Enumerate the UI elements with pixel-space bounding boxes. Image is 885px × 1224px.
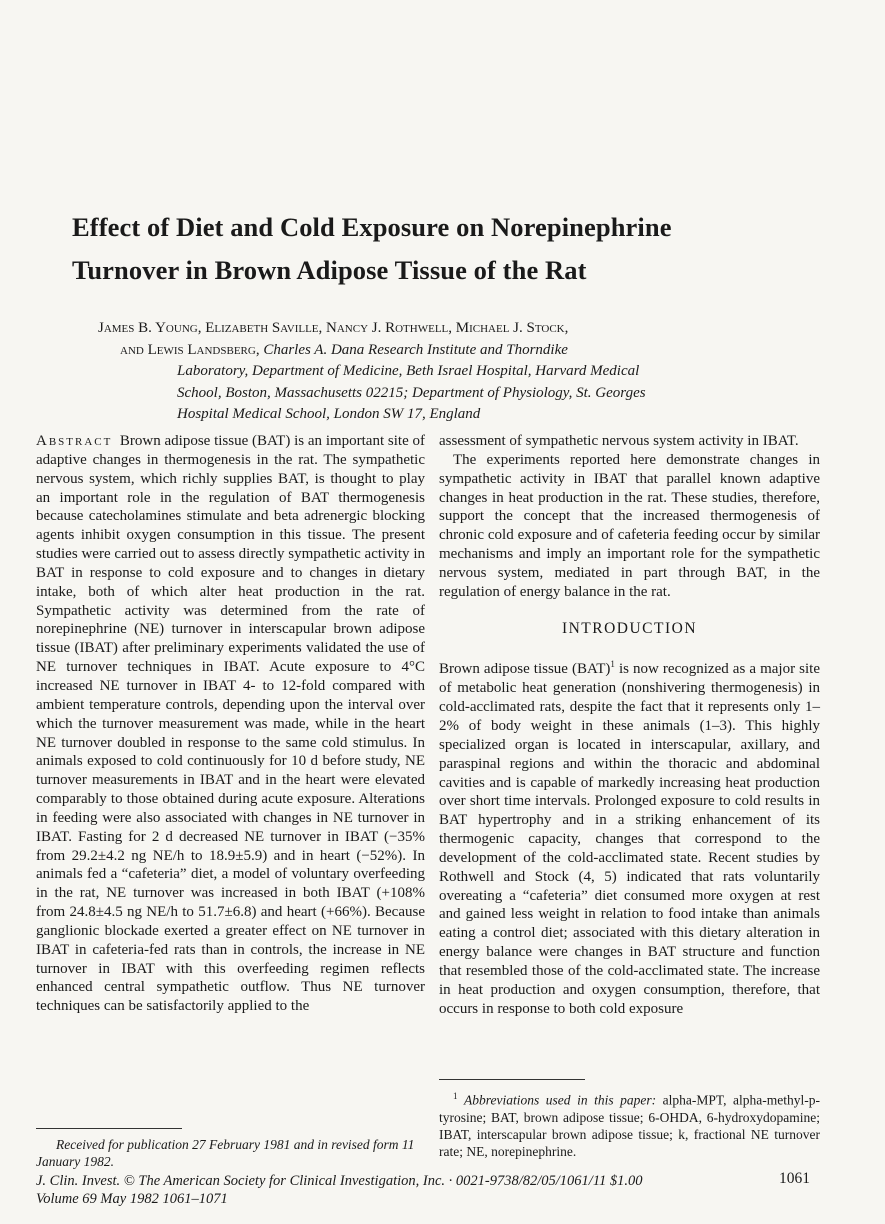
journal-line-2: Volume 69 May 1982 1061–1071 [36, 1191, 228, 1207]
affiliation-line-1: Laboratory, Department of Medicine, Beth Israel Hospital, Harvard Medical [177, 363, 640, 380]
footnote-marker: 1 [453, 1091, 458, 1101]
journal-line-1: J. Clin. Invest. © The American Society for Clinical Investigation, Inc. · 0021-9738/82/05/1061/11 $1.00 [36, 1173, 643, 1189]
abstract-paragraph [36, 432, 425, 1016]
article-title [72, 206, 832, 292]
received-rule [36, 1128, 182, 1129]
author-list: James B. Young, Elizabeth Saville, Nancy J. Rothwell, Michael J. Stock, [98, 320, 569, 336]
footnote-text: alpha-MPT, alpha-methyl-p-tyrosine; BAT, brown adipose tissue; 6-OHDA, 6-hydroxydopamine; IBAT, interscapular brown adipose tissue; k, fractional NE turnover rate; NE, norepinephrine. [439, 1092, 821, 1159]
author-list-last: and Lewis Landsberg, [120, 341, 260, 358]
introduction-paragraph: Brown adipose tissue (BAT)$^1$ is now recognized as a major site of metabolic heat generation (nonshivering thermogenesis) in cold-acclimated rats, despite the fact that it represents only 1–2% of body weight in these animals (1–3). This highly specialized organ is located in interscapular, axillary, and paraspinal regions and within the thoracic and abdominal cavities and is capable of markedly increasing heat production over short time intervals. Prolonged exposure to cold results in BAT hypertrophy and in a striking enhancement of its thermogenic capacity, changes that correspond to the development of the cold-acclimated state. Recent studies by Rothwell and Stock (4, 5) indicated that rats voluntarily overeating a “cafeteria” diet consumed more oxygen at rest and gained less weight in relation to food intake than animals eating a control diet; associated with this dietary alteration in energy balance were changes in BAT structure and function that resembled those of the cold-acclimated state. The increase in heat production and oxygen consumption, therefore, that occurs in response to both cold exposure [439, 659, 820, 1017]
footnote-label: Abbreviations used in this paper: [464, 1092, 657, 1108]
title-line-2: Turnover in Brown Adipose Tissue of the Rat [72, 255, 587, 285]
abstract-heading: Abstract [36, 433, 113, 449]
abstract-text: Brown adipose tissue (BAT) is an important site of adaptive changes in thermogenesis in the rat. The sympathetic nervous system, which richly supplies BAT, is thought to play an important role in the regulation of BAT thermogenesis because catecholamines stimulate and beta adrenergic blocking agents inhibit oxygen consumption in this tissue. The present studies were carried out to assess directly sympathetic activity in BAT in response to cold exposure and to changes in dietary intake, both of which alter heat production in the rat. Sympathetic activity was determined from the rate of norepinephrine (NE) turnover in interscapular brown adipose tissue (IBAT) after preliminary experiments validated the use of NE turnover techniques in IBAT. Acute exposure to 4°C increased NE turnover in IBAT 4- to 12-fold compared with ambient temperature controls, depending upon the interval over which the turnover measurement was made, while in the heart NE turnover doubled in response to the same cold stimulus. In animals exposed to cold continuously for 10 d before study, NE turnover measurements in IBAT and in the heart were elevated comparably to those obtained during acute exposure. Alterations in feeding were also associated with changes in NE turnover in IBAT. Fasting for 2 d decreased NE turnover in IBAT (−35% from 29.2±4.2 ng NE/h to 18.9±5.9) and in heart (−52%). In animals fed a “cafeteria” diet, a model of voluntary overfeeding in the rat, NE turnover was increased in both IBAT (+108% from 24.8±4.5 ng NE/h to 51.7±6.8) and heart (+66%). Because ganglionic blockade exerted a greater effect on NE turnover in IBAT in cafeteria-fed rats than in controls, the increase in NE turnover in IBAT with this overfeeding regimen reflects enhanced central sympathetic outflow. Thus NE turnover techniques can be satisfactorily applied to the [36, 433, 425, 1015]
journal-citation [36, 1172, 836, 1208]
footnote-ref[interactable]: 1 [610, 659, 615, 670]
left-column [36, 432, 425, 1016]
footnote [439, 1088, 820, 1160]
abstract-paragraph-2: The experiments reported here demonstrate changes in sympathetic activity in IBAT that parallel known adaptive changes in heat production in the rat. These studies, therefore, support the concept that the increased thermogenesis of chronic cold exposure and of cafeteria feeding occur by similar mechanisms and imply an important role for the sympathetic nervous system, mediated in part through BAT, in the regulation of energy balance in the rat. [439, 451, 820, 600]
title-line-1: Effect of Diet and Cold Exposure on Norepinephrine [72, 212, 672, 242]
introduction-heading: INTRODUCTION [561, 619, 698, 637]
page-number: 1061 [779, 1170, 810, 1187]
footnote-rule [439, 1079, 585, 1080]
author-block [98, 318, 818, 426]
abstract-continued: assessment of sympathetic nervous system activity in IBAT. [439, 433, 799, 449]
affiliation-line-3: Hospital Medical School, London SW 17, England [177, 406, 481, 423]
right-column [439, 432, 820, 1018]
affiliation-start: Charles A. Dana Research Institute and Thorndike [263, 341, 568, 358]
received-note: Received for publication 27 February 1981 and in revised form 11 January 1982. [36, 1137, 415, 1169]
affiliation-line-2: School, Boston, Massachusetts 02215; Department of Physiology, St. Georges [177, 384, 646, 401]
